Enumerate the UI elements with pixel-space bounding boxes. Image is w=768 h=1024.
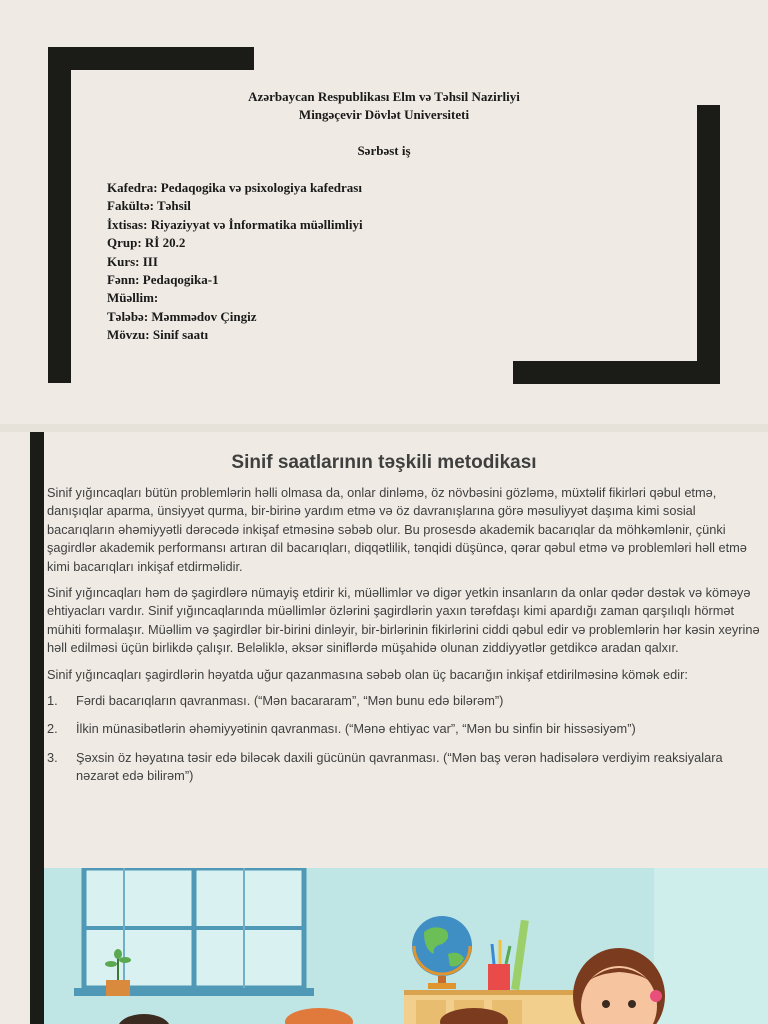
title-slide [0,0,768,424]
info-group: Qrup: Rİ 20.2 [107,235,186,251]
list-number: 3. [47,749,58,765]
slide-left-bar [30,868,44,1024]
skills-list [47,692,761,786]
list-number: 1. [47,693,58,709]
info-course: Kurs: III [107,253,158,269]
info-department: Kafedra: Pedaqogika və psixologiya kafedrası [107,180,362,195]
slide-title: Sinif saatlarının təşkili metodikası [231,452,537,473]
info-student: Tələbə: Məmmədov Çingiz [107,308,257,324]
info-teacher: Müəllim: [107,290,159,306]
wall-panel [654,868,768,1024]
info-faculty: Fakültə: Təhsil [107,198,191,214]
list-item [47,720,761,738]
list-item [47,692,761,710]
classroom-illustration [44,868,768,1024]
student-info [107,179,363,345]
slide-separator [0,424,768,432]
illustration-slide [0,868,768,1024]
list-text: Fərdi bacarıqların qavranması. (“Mən bacararam”, “Mən bunu edə bilərəm”) [76,693,504,709]
frame-bottom-right-horizontal [513,361,720,384]
slide-body [47,484,761,796]
university-name: Mingəçevir Dövlət Universiteti [298,107,470,122]
slide-left-bar [30,432,44,868]
window-icon [74,868,314,996]
paragraph: Sinif yığıncaqları şagirdlərin həyatda uğur qazanmasına səbəb olan üç bacarığın inkişaf etdirilməsinə kömək edir: [47,666,688,682]
list-text: Şəxsin öz həyatına təsir edə biləcək daxili gücünün qavranması. (“Mən baş verən hadisələrə verdiyim reaksiyalara nəzarət edə bilirəm”) [76,749,723,784]
frame-top-left-vertical [48,47,71,383]
frame-bottom-right-vertical [697,105,720,384]
frame-top-left-horizontal [48,47,254,70]
text-slide [0,432,768,868]
list-text: İlkin münasibətlərin əhəmiyyətinin qavranması. (“Mənə ehtiyac var”, “Mən bu sinfin bir hissəsiyəm”) [76,721,636,737]
list-item [47,749,761,786]
paragraph: Sinif yığıncaqları bütün problemlərin həlli olmasa da, onlar dinləmə, öz növbəsini gözləmə, müxtəlif fikirləri qəbul etmə, danışıqlar aparma, ünsiyyət qurma, bir-birinə yardım etmə və öz davranışlarına görə məsuliyyət daşıma kimi sosial bacarıqların əhəmiyyətli dərəcədə inkişaf etməsinə səbəb olur. Bu prosesdə akademik bacarıqlar da möhkəmlənir, çünki şagirdlər akademik performansı artıran dil bacarıqları, diqqətlilik, tənqidi düşüncə, qərar qəbul etmə və problemləri həll etmə kimi bacarıqları inkişaf etdirməlidir. [47,485,747,574]
info-specialty: İxtisas: Riyaziyyat və İnformatika müəllimliyi [107,216,363,232]
institution-header [180,88,588,124]
work-type: Sərbəst iş [357,143,411,158]
list-number: 2. [47,721,58,737]
info-subject: Fənn: Pedaqogika-1 [107,272,219,288]
paragraph: Sinif yığıncaqları həm də şagirdlərə nümayiş etdirir ki, müəllimlər və digər yetkin insanların da onlar qədər dəstək və köməyə ehtiyacları vardır. Sinif yığıncaqlarında müəllimlər özlərini şagirdlərin yaxın tərəfdaşı kimi apardığı zaman qarşılıqlı hörmət mühiti formalaşır. Müəllim və şagirdlər bir-birini dinləyir, bir-birlərinin fikirlərini ciddi qəbul edir və problemlərin hər kəsin xeyrinə həll edilməsi üçün birlikdə çalışır. Beləliklə, əksər siniflərdə müşahidə olunan ziddiyyətlər getdikcə aradan qalxır. [47,585,760,656]
info-topic: Mövzu: Sinif saatı [107,327,209,343]
ministry-name: Azərbaycan Respublikası Elm və Təhsil Nazirliyi [248,89,520,104]
